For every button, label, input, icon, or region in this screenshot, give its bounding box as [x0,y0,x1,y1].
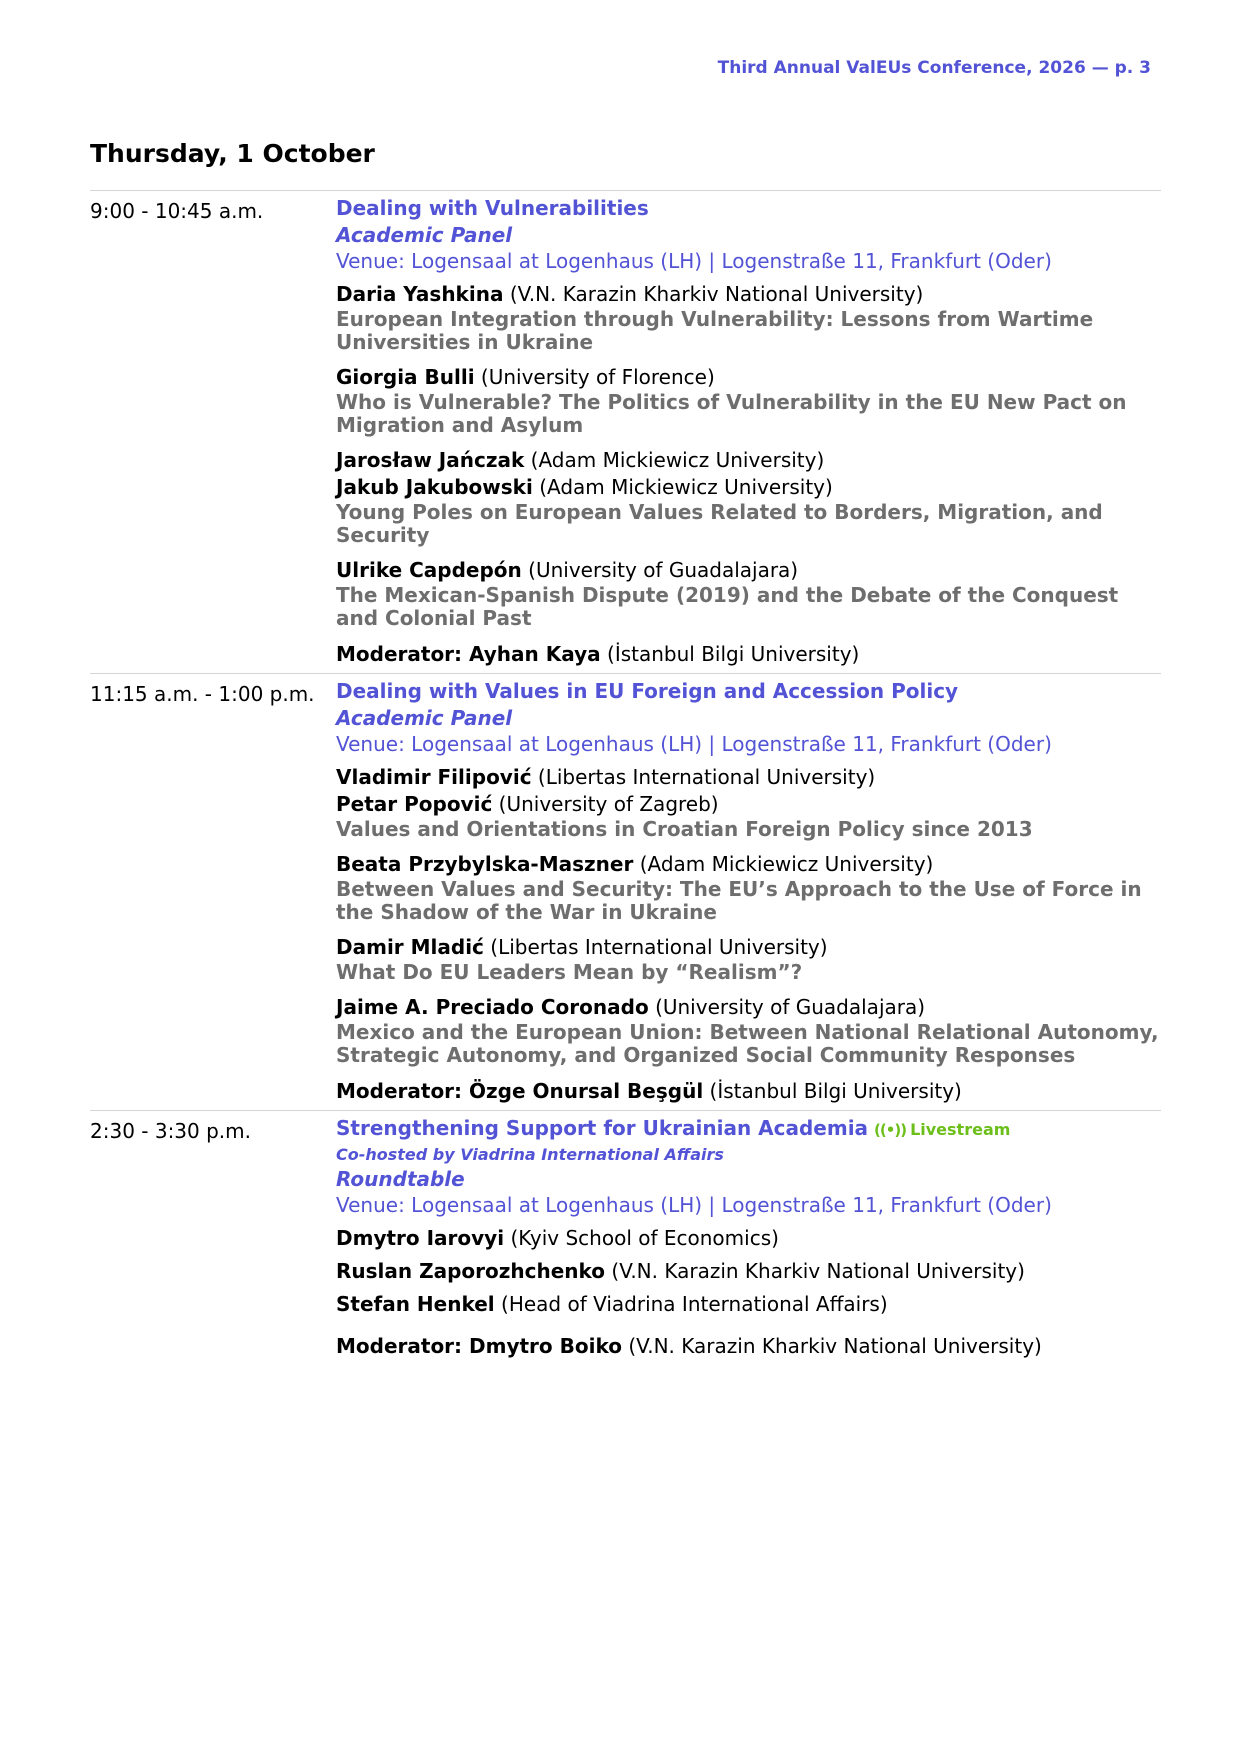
talk [336,281,1161,354]
panelist [336,1291,1161,1318]
session-title-text: Strengthening Support for Ukrainian Academia [336,1116,869,1140]
panelist-name: Ruslan Zaporozhchenko [336,1259,606,1283]
paper-title: Mexico and the European Union: Between National Relational Autonomy, Strategic Autonomy, and Organized Social Community Responses [336,1020,1159,1067]
talk [336,557,1161,630]
running-header: Third Annual ValEUs Conference, 2026 — p. 3 [717,58,1151,78]
slot-time: 11:15 a.m. - 1:00 p.m. [90,682,315,706]
speaker-affiliation: (University of Florence) [480,365,715,389]
panelist [336,1225,1161,1252]
speaker-name: Beata Przybylska-Maszner [336,852,634,876]
moderator-name: Moderator: Dmytro Boiko [336,1334,622,1358]
moderator [336,640,1161,668]
panelist-affiliation: (Head of Viadrina International Affairs) [501,1292,888,1316]
cohost-note: Co-hosted by Viadrina International Affairs [336,1145,724,1164]
moderator [336,1077,1161,1105]
session-type: Academic Panel [336,706,513,730]
schedule-slot [90,190,1161,673]
moderator [336,1332,1161,1360]
session-venue: Venue: Logensaal at Logenhaus (LH) | Logenstraße 11, Frankfurt (Oder) [336,249,1052,273]
moderator-affiliation: (V.N. Karazin Kharkiv National University) [628,1334,1042,1358]
speaker-affiliation: (Libertas International University) [537,765,876,789]
speaker-name: Petar Popović [336,792,493,816]
speaker-affiliation: (University of Zagreb) [498,792,719,816]
moderator-affiliation: (İstanbul Bilgi University) [607,642,860,666]
session-title: Dealing with Vulnerabilities [336,196,649,220]
speaker [336,557,1161,584]
livestream-badge [874,1120,1010,1139]
session-title [336,1115,1161,1144]
speaker-name: Jarosław Jańczak [336,448,525,472]
speaker-name: Jakub Jakubowski [336,475,533,499]
paper-title: Values and Orientations in Croatian Foreign Policy since 2013 [336,817,1033,841]
speaker [336,281,1161,308]
paper-title: The Mexican-Spanish Dispute (2019) and the Debate of the Conquest and Colonial Past [336,583,1119,630]
talk [336,364,1161,437]
speaker-affiliation: (Adam Mickiewicz University) [539,475,833,499]
speaker [336,447,1161,474]
panelist-name: Dmytro Iarovyi [336,1226,505,1250]
slot-time: 2:30 - 3:30 p.m. [90,1119,252,1143]
panelist-affiliation: (Kyiv School of Economics) [510,1226,779,1250]
paper-title: Between Values and Security: The EU’s Approach to the Use of Force in the Shadow of the War in Ukraine [336,877,1142,924]
speaker-affiliation: (University of Guadalajara) [655,995,926,1019]
session-type: Roundtable [336,1167,465,1191]
slot-body [336,678,1161,1105]
slot-time: 9:00 - 10:45 a.m. [90,199,264,223]
schedule [90,190,1161,1365]
talk [336,994,1161,1067]
moderator-name: Moderator: Ayhan Kaya [336,642,601,666]
session-title: Dealing with Values in EU Foreign and Accession Policy [336,679,959,703]
moderator-affiliation: (İstanbul Bilgi University) [709,1079,962,1103]
slot-body [336,195,1161,668]
paper-title: European Integration through Vulnerability: Lessons from Wartime Universities in Ukraine [336,307,1094,354]
schedule-slot [90,1110,1161,1365]
speaker-affiliation: (University of Guadalajara) [528,558,799,582]
speaker-name: Daria Yashkina [336,282,504,306]
speaker-affiliation: (Adam Mickiewicz University) [639,852,934,876]
session-type: Academic Panel [336,223,513,247]
panelist-name: Stefan Henkel [336,1292,495,1316]
slot-body [336,1115,1161,1360]
speaker-name: Giorgia Bulli [336,365,475,389]
speaker [336,764,1161,791]
session-venue: Venue: Logensaal at Logenhaus (LH) | Logenstraße 11, Frankfurt (Oder) [336,732,1052,756]
speaker [336,934,1161,961]
day-title: Thursday, 1 October [90,139,375,168]
session-venue: Venue: Logensaal at Logenhaus (LH) | Logenstraße 11, Frankfurt (Oder) [336,1193,1052,1217]
speaker-affiliation: (Adam Mickiewicz University) [530,448,825,472]
talk [336,447,1161,547]
speaker-affiliation: (V.N. Karazin Kharkiv National University) [509,282,924,306]
paper-title: Who is Vulnerable? The Politics of Vulnerability in the EU New Pact on Migration and Asylum [336,390,1127,437]
speaker-name: Jaime A. Preciado Coronado [336,995,649,1019]
schedule-slot [90,673,1161,1110]
speaker-affiliation: (Libertas International University) [490,935,828,959]
panelist [336,1258,1161,1285]
speaker [336,474,1161,501]
paper-title: What Do EU Leaders Mean by “Realism”? [336,960,803,984]
moderator-name: Moderator: Özge Onursal Beşgül [336,1079,704,1103]
talk [336,851,1161,924]
broadcast-icon: ((•)) [874,1121,907,1139]
talk [336,764,1161,841]
speaker-name: Ulrike Capdepón [336,558,522,582]
panelist-affiliation: (V.N. Karazin Kharkiv National University) [611,1259,1025,1283]
speaker-name: Damir Mladić [336,935,484,959]
speaker-name: Vladimir Filipović [336,765,532,789]
speaker [336,364,1161,391]
panelist-list [336,1225,1161,1318]
livestream-label: Livestream [910,1120,1011,1139]
talk [336,934,1161,984]
speaker [336,994,1161,1021]
paper-title: Young Poles on European Values Related to Borders, Migration, and Security [336,500,1103,547]
speaker [336,851,1161,878]
speaker [336,791,1161,818]
